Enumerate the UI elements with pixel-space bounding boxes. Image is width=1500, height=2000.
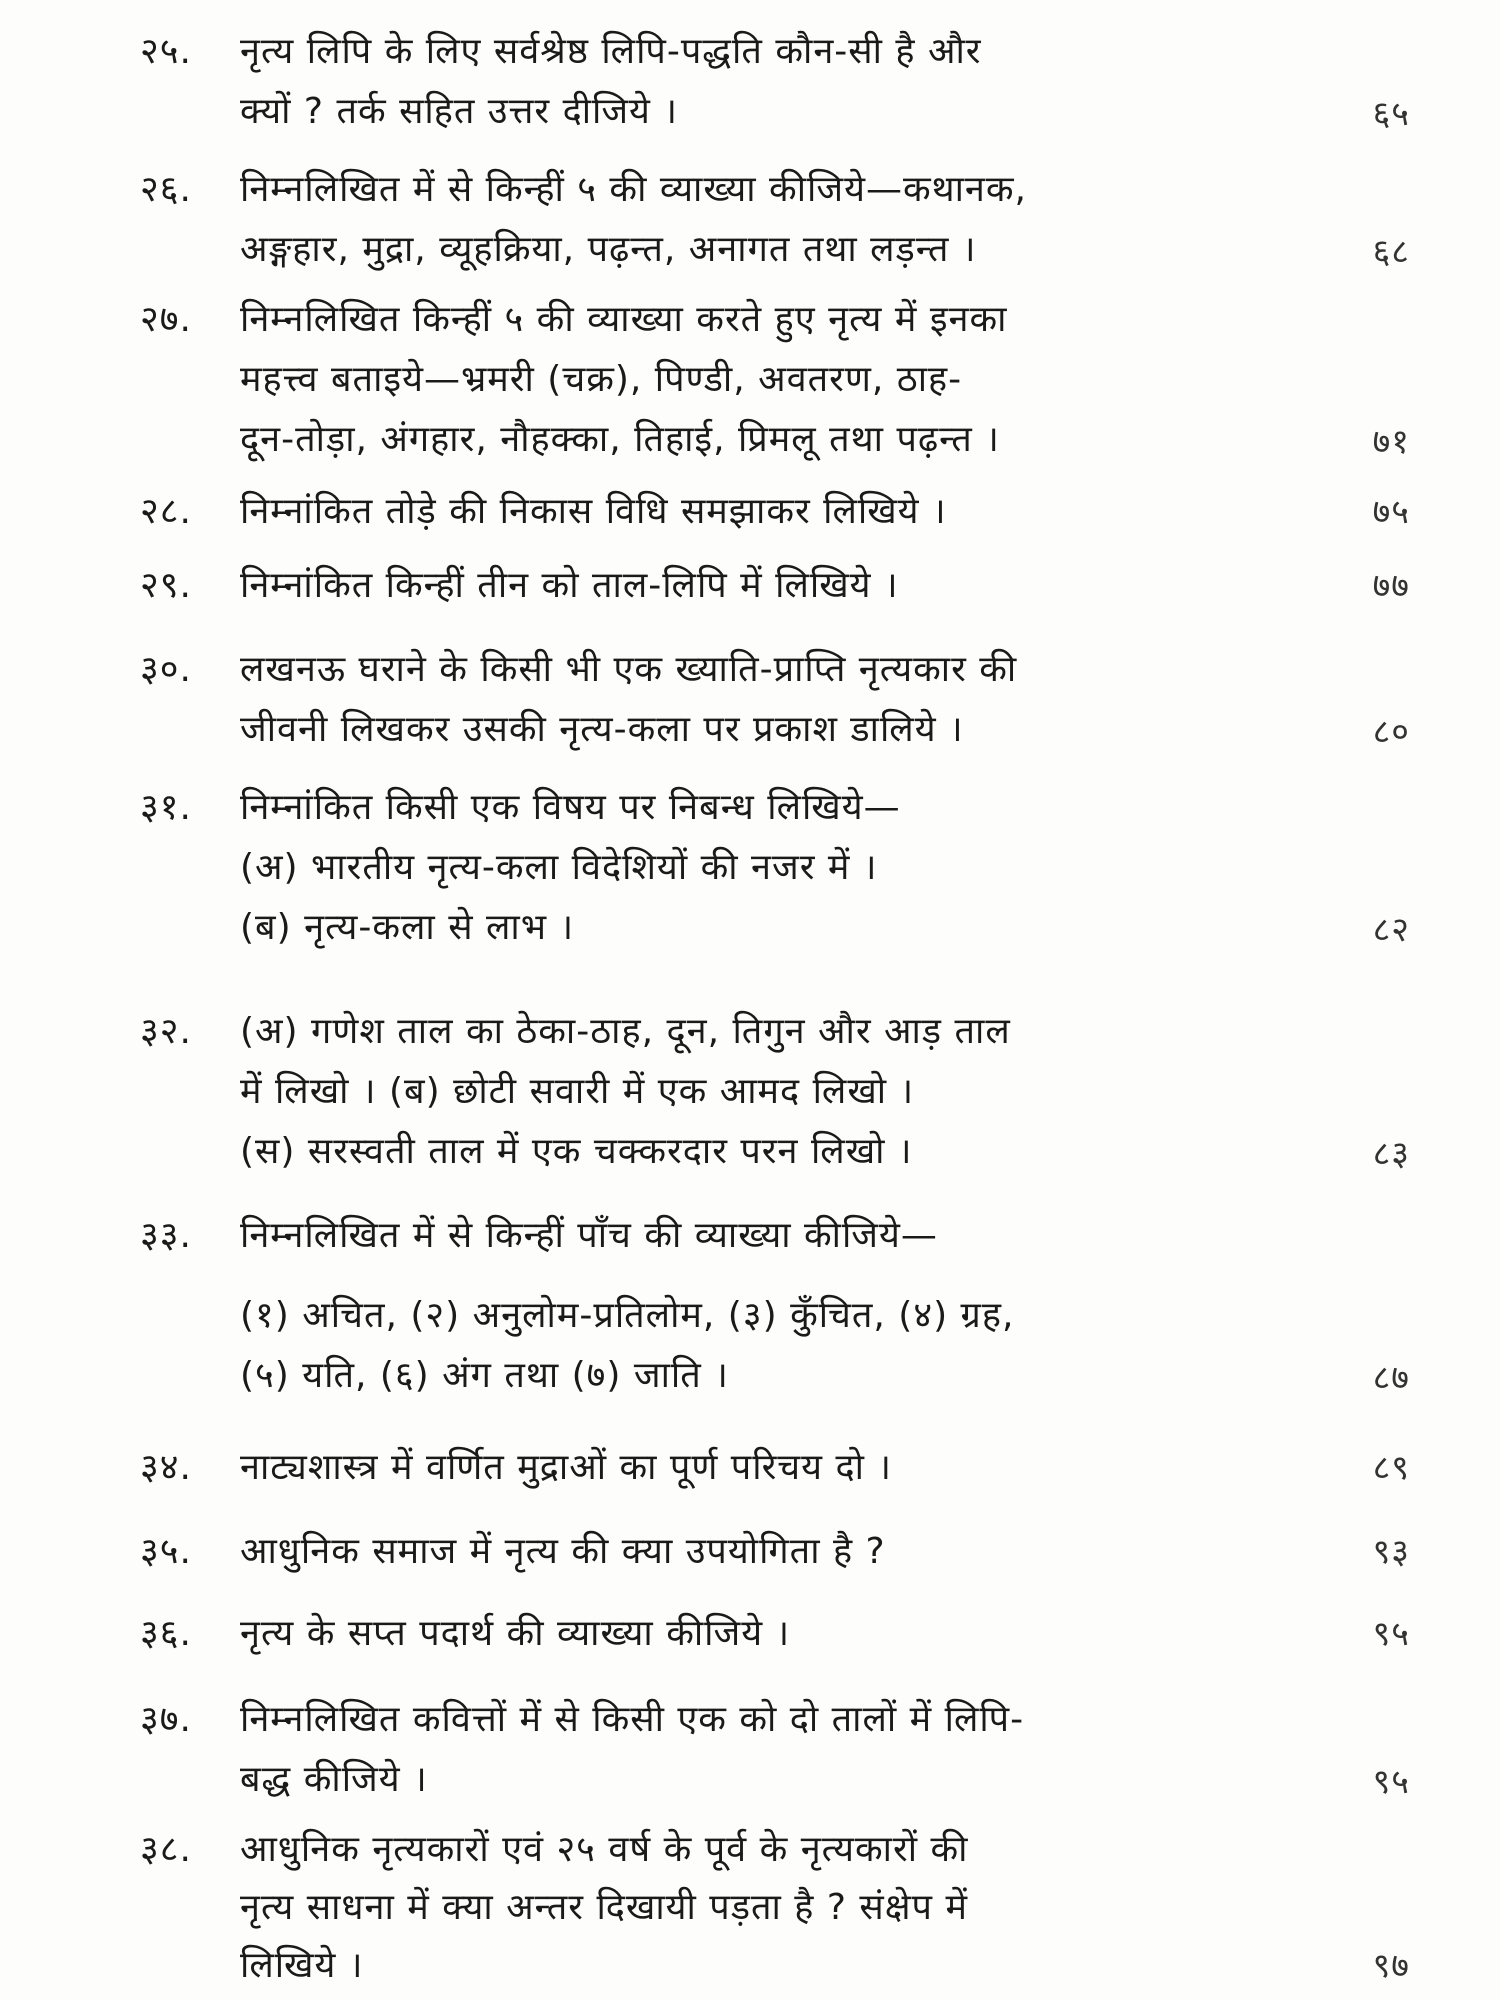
question-line: निम्नलिखित कवित्तों में से किसी एक को दो तालों में लिपि- (240, 1699, 1025, 1740)
question-line: लखनऊ घराने के किसी भी एक ख्याति-प्राप्ति नृत्यकार की (240, 649, 1018, 690)
question-number: ३५. (140, 1531, 192, 1572)
page-number: ९७ (1372, 1946, 1410, 1986)
question-number: ३४. (140, 1447, 192, 1488)
question-number: २९. (140, 565, 192, 606)
question-line: नृत्य के सप्त पदार्थ की व्याख्या कीजिये । (240, 1613, 791, 1654)
question-line: निम्नलिखित किन्हीं ५ की व्याख्या करते हुए नृत्य में इनका (240, 299, 1008, 340)
question-line: में लिखो । (ब) छोटी सवारी में एक आमद लिखो । (240, 1071, 915, 1112)
page-number: ६५ (1372, 94, 1410, 134)
question-text (240, 22, 1240, 142)
question-number: ३६. (140, 1613, 192, 1654)
question-line: नृत्य लिपि के लिए सर्वश्रेष्ठ लिपि-पद्धति कौन-सी है और (240, 31, 982, 72)
page-number: ९५ (1372, 1614, 1410, 1654)
question-text (240, 1522, 1240, 1582)
question-line: दून-तोड़ा, अंगहार, नौहक्का, तिहाई, प्रिमलू तथा पढ़न्त । (240, 419, 1000, 460)
question-line: आधुनिक नृत्यकारों एवं २५ वर्ष के पूर्व के नृत्यकारों की (240, 1829, 969, 1870)
question-line: (ब) नृत्य-कला से लाभ । (240, 907, 575, 948)
question-text (240, 1604, 1240, 1664)
page-number: ८२ (1372, 910, 1410, 950)
question-text (240, 1206, 1240, 1406)
question-number: २७. (140, 299, 192, 340)
question-text (240, 640, 1240, 760)
question-number: ३७. (140, 1699, 192, 1740)
question-text (240, 290, 1240, 470)
question-line: (अ) गणेश ताल का ठेका-ठाह, दून, तिगुन और आड़ ताल (240, 1011, 1011, 1052)
page-number: ७१ (1372, 422, 1410, 462)
question-text (240, 1820, 1240, 1994)
question-line: नृत्य साधना में क्या अन्तर दिखायी पड़ता है ? संक्षेप में (240, 1887, 968, 1928)
question-text (240, 160, 1240, 280)
page-number: ९३ (1372, 1532, 1410, 1572)
question-line: (स) सरस्वती ताल में एक चक्करदार परन लिखो । (240, 1131, 913, 1172)
page-number: ८३ (1372, 1134, 1410, 1174)
question-number: ३१. (140, 787, 192, 828)
question-line: निम्नांकित तोड़े की निकास विधि समझाकर लिखिये । (240, 491, 947, 532)
question-text (240, 482, 1240, 542)
question-line: क्यों ? तर्क सहित उत्तर दीजिये । (240, 91, 679, 132)
question-line: निम्नलिखित में से किन्हीं पाँच की व्याख्या कीजिये— (240, 1215, 938, 1256)
question-text (240, 778, 1240, 958)
question-line: लिखिये । (240, 1945, 364, 1986)
question-line: महत्त्व बताइये—भ्रमरी (चक्र), पिण्डी, अवतरण, ठाह- (240, 359, 963, 400)
question-line: अङ्गहार, मुद्रा, व्यूहक्रिया, पढ़न्त, अनागत तथा लड़न्त । (240, 229, 977, 270)
question-line: नाट्यशास्त्र में वर्णित मुद्राओं का पूर्ण परिचय दो । (240, 1447, 893, 1488)
page-number: ८७ (1372, 1358, 1410, 1398)
question-number: ३३. (140, 1215, 192, 1256)
question-line: निम्नांकित किसी एक विषय पर निबन्ध लिखिये— (240, 787, 901, 828)
page-number: ८० (1372, 712, 1410, 752)
question-number: २६. (140, 169, 192, 210)
question-text (240, 1438, 1240, 1498)
page-number: ९५ (1372, 1762, 1410, 1802)
question-line: निम्नलिखित में से किन्हीं ५ की व्याख्या कीजिये—कथानक, (240, 169, 1027, 210)
question-line: (अ) भारतीय नृत्य-कला विदेशियों की नजर में । (240, 847, 878, 888)
question-text (240, 556, 1240, 616)
page-number: ७७ (1372, 566, 1410, 606)
question-text (240, 1002, 1240, 1182)
question-number: २८. (140, 491, 192, 532)
question-line: (१) अचित, (२) अनुलोम-प्रतिलोम, (३) कुँचित, (४) ग्रह, (240, 1295, 1015, 1336)
question-line: जीवनी लिखकर उसकी नृत्य-कला पर प्रकाश डालिये । (240, 709, 964, 750)
question-number: ३२. (140, 1011, 192, 1052)
question-line: निम्नांकित किन्हीं तीन को ताल-लिपि में लिखिये । (240, 565, 899, 606)
page-number: ७५ (1372, 492, 1410, 532)
question-number: ३८. (140, 1829, 192, 1870)
question-text (240, 1690, 1240, 1810)
question-number: ३०. (140, 649, 192, 690)
question-number: २५. (140, 31, 192, 72)
question-line: बद्ध कीजिये । (240, 1759, 428, 1800)
page-number: ६८ (1372, 232, 1410, 272)
question-line: आधुनिक समाज में नृत्य की क्या उपयोगिता है ? (240, 1531, 886, 1572)
question-line: (५) यति, (६) अंग तथा (७) जाति । (240, 1355, 729, 1396)
page-number: ८९ (1372, 1448, 1410, 1488)
